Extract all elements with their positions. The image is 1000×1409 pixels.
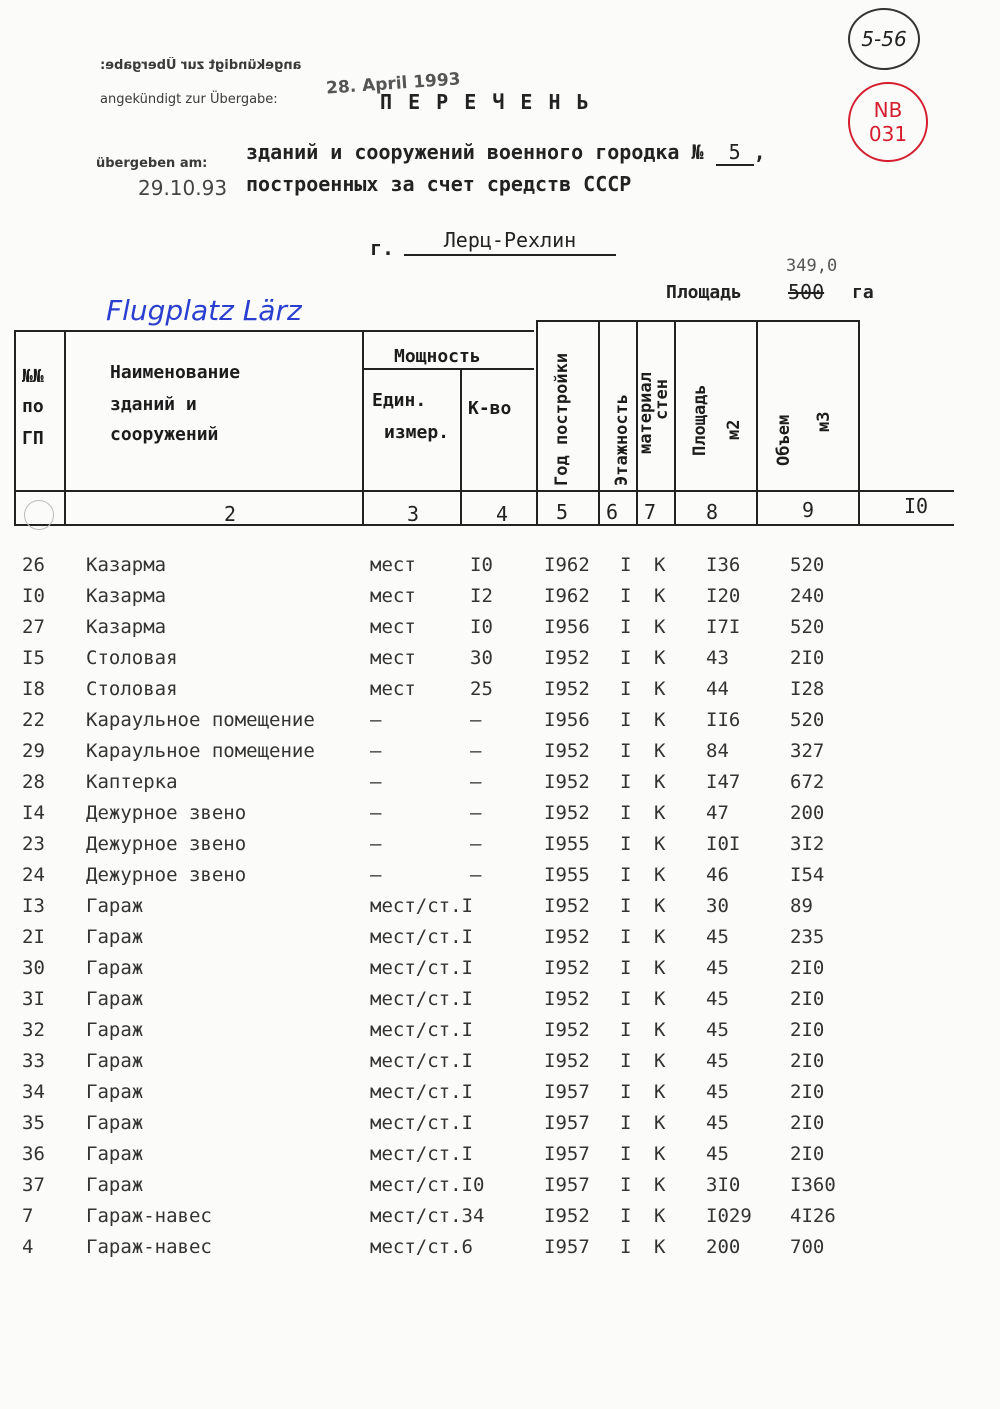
header-volume-1: Объем — [774, 414, 794, 466]
cell-year: I962 — [544, 554, 590, 576]
cell-year: I962 — [544, 585, 590, 607]
cell-year: I957 — [544, 1081, 590, 1103]
cell-vol: I360 — [790, 1174, 836, 1196]
col-line-9 — [858, 320, 860, 526]
cell-floors: I — [620, 554, 632, 576]
cell-name: Гараж — [86, 895, 144, 917]
cell-name: Гараж — [86, 1019, 144, 1041]
cell-vol: 2I0 — [790, 647, 825, 669]
cell-vol: 200 — [790, 802, 825, 824]
cell-vol: 672 — [790, 771, 825, 793]
cell-area: 84 — [706, 740, 729, 762]
cell-floors: I — [620, 1205, 632, 1227]
cell-mat: К — [654, 1236, 666, 1258]
cell-area: 30 — [706, 895, 729, 917]
cell-num: 7 — [22, 1205, 34, 1227]
header-name-2: зданий и — [110, 394, 197, 415]
heading-line1-prefix: зданий и сооружений военного городка № — [246, 140, 704, 164]
cell-num: 28 — [22, 771, 45, 793]
cell-num: I4 — [22, 802, 45, 824]
cell-unit: мест — [370, 678, 416, 700]
cell-mat: К — [654, 1174, 666, 1196]
cell-vol: 2I0 — [790, 1050, 825, 1072]
cell-mat: К — [654, 585, 666, 607]
table-row — [0, 1112, 1000, 1143]
cell-mat: К — [654, 771, 666, 793]
cell-area: I0I — [706, 833, 741, 855]
cell-floors: I — [620, 833, 632, 855]
cell-unit: мест — [370, 647, 416, 669]
area-corrected-value: 349,0 — [786, 256, 838, 276]
cell-year: I952 — [544, 1019, 590, 1041]
header-top-rule — [14, 330, 534, 332]
header-qty: К-во — [468, 398, 512, 419]
cell-area: 3I0 — [706, 1174, 741, 1196]
cell-year: I955 — [544, 864, 590, 886]
cell-vol: 4I26 — [790, 1205, 836, 1227]
table-row — [0, 616, 1000, 647]
table-row — [0, 740, 1000, 771]
table-row — [0, 678, 1000, 709]
header-year: Год постройки — [552, 352, 572, 486]
cell-unit: мест/ст.I — [370, 988, 473, 1010]
cell-name: Гараж — [86, 1174, 144, 1196]
cell-year: I956 — [544, 709, 590, 731]
cell-area: I47 — [706, 771, 741, 793]
cell-floors: I — [620, 709, 632, 731]
cell-area: I029 — [706, 1205, 752, 1227]
cell-num: 23 — [22, 833, 45, 855]
archive-stamp-line1: NB — [873, 98, 903, 122]
colnum-8: 8 — [706, 500, 719, 524]
city-name: Лерц-Рехлин — [404, 228, 616, 256]
cell-num: 32 — [22, 1019, 45, 1041]
cell-area: 45 — [706, 1143, 729, 1165]
cell-num: 24 — [22, 864, 45, 886]
cell-floors: I — [620, 957, 632, 979]
cell-area: 200 — [706, 1236, 741, 1258]
table-row — [0, 1019, 1000, 1050]
header-material-2: стен — [652, 379, 672, 420]
header-name-1: Наименование — [110, 362, 241, 383]
cell-mat: К — [654, 709, 666, 731]
table-row — [0, 957, 1000, 988]
cell-year: I957 — [544, 1112, 590, 1134]
cell-year: I952 — [544, 647, 590, 669]
cell-name: Гараж — [86, 1143, 144, 1165]
cell-unit: мест/ст.6 — [370, 1236, 473, 1258]
header-name-3: сооружений — [110, 424, 219, 445]
cell-qty: I2 — [470, 585, 493, 607]
area-unit: га — [852, 282, 874, 303]
cell-year: I952 — [544, 1050, 590, 1072]
col-line-5 — [598, 320, 600, 526]
cell-qty: – — [470, 864, 482, 886]
cell-name: Каптерка — [86, 771, 178, 793]
cell-area: 44 — [706, 678, 729, 700]
mirrored-stamp: angekündigt zur Übergabe: — [100, 58, 302, 73]
cell-floors: I — [620, 802, 632, 824]
area-value: 500 — [788, 280, 825, 304]
cell-name: Столовая — [86, 678, 178, 700]
cell-num: 22 — [22, 709, 45, 731]
cell-qty: – — [470, 802, 482, 824]
table-row — [0, 1236, 1000, 1267]
col-line-2 — [362, 330, 364, 526]
table-row — [0, 926, 1000, 957]
table-row — [0, 802, 1000, 833]
cell-mat: К — [654, 740, 666, 762]
cell-vol: 89 — [790, 895, 813, 917]
header-top-rule-right — [538, 320, 858, 322]
cell-num: 4 — [22, 1236, 34, 1258]
header-unit-2: измер. — [384, 422, 450, 443]
cell-floors: I — [620, 1174, 632, 1196]
table-row — [0, 1050, 1000, 1081]
cell-unit: мест — [370, 616, 416, 638]
cell-num: 27 — [22, 616, 45, 638]
announced-stamp-label: angekündigt zur Übergabe: — [100, 92, 278, 107]
colnum-5: 5 — [556, 500, 569, 524]
cell-area: 45 — [706, 957, 729, 979]
cell-num: 33 — [22, 1050, 45, 1072]
cell-name: Караульное помещение — [86, 709, 315, 731]
cell-floors: I — [620, 1112, 632, 1134]
cell-name: Дежурное звено — [86, 833, 247, 855]
cell-year: I952 — [544, 802, 590, 824]
announced-stamp-date: 28. April 1993 — [325, 69, 462, 99]
cell-qty: – — [470, 709, 482, 731]
cell-num: 34 — [22, 1081, 45, 1103]
cell-unit: – — [370, 709, 382, 731]
header-bottom-rule — [14, 524, 954, 526]
cell-floors: I — [620, 647, 632, 669]
cell-year: I952 — [544, 926, 590, 948]
cell-num: 26 — [22, 554, 45, 576]
colnum-9: 9 — [802, 498, 815, 522]
cell-vol: 3I2 — [790, 833, 825, 855]
cell-name: Гараж — [86, 1112, 144, 1134]
table-row — [0, 1081, 1000, 1112]
cell-floors: I — [620, 1143, 632, 1165]
cell-vol: 520 — [790, 616, 825, 638]
cell-name: Гараж — [86, 1050, 144, 1072]
cell-num: 29 — [22, 740, 45, 762]
cell-unit: мест/ст.I — [370, 1112, 473, 1134]
cell-mat: К — [654, 616, 666, 638]
cell-year: I952 — [544, 740, 590, 762]
cell-unit: – — [370, 864, 382, 886]
cell-unit: – — [370, 802, 382, 824]
header-area-2: м2 — [724, 419, 744, 440]
cell-mat: К — [654, 1205, 666, 1227]
cell-qty: 30 — [470, 647, 493, 669]
cell-num: 35 — [22, 1112, 45, 1134]
page-number: 5-56 — [848, 8, 920, 70]
cell-year: I952 — [544, 771, 590, 793]
cell-unit: мест/ст.I0 — [370, 1174, 485, 1196]
cell-unit: мест/ст.I — [370, 1143, 473, 1165]
colnum-2: 2 — [224, 502, 237, 526]
cell-vol: I28 — [790, 678, 825, 700]
table-row — [0, 1143, 1000, 1174]
cell-name: Казарма — [86, 554, 167, 576]
cell-area: II6 — [706, 709, 741, 731]
heading-line1 — [246, 140, 766, 166]
cell-qty: – — [470, 771, 482, 793]
cell-year: I956 — [544, 616, 590, 638]
heading-line2: построенных за счет средств СССР — [246, 172, 632, 196]
archive-stamp — [848, 82, 928, 162]
cell-area: 45 — [706, 988, 729, 1010]
col-line-0 — [14, 330, 16, 526]
cell-vol: 2I0 — [790, 1112, 825, 1134]
col-line-1 — [64, 330, 66, 526]
cell-mat: К — [654, 647, 666, 669]
cell-vol: 240 — [790, 585, 825, 607]
cell-name: Дежурное звено — [86, 802, 247, 824]
cell-qty: 25 — [470, 678, 493, 700]
handed-stamp-date: 29.10.93 — [138, 176, 228, 200]
cell-name: Столовая — [86, 647, 178, 669]
cell-floors: I — [620, 864, 632, 886]
table-row — [0, 647, 1000, 678]
cell-num: I3 — [22, 895, 45, 917]
table-row — [0, 554, 1000, 585]
cell-unit: мест/ст.34 — [370, 1205, 485, 1227]
header-volume-2: м3 — [814, 411, 834, 432]
cell-area: 43 — [706, 647, 729, 669]
cell-qty: I0 — [470, 554, 493, 576]
heading-line1-suffix: , — [753, 140, 766, 164]
cell-num: I5 — [22, 647, 45, 669]
cell-mat: К — [654, 1050, 666, 1072]
blank-circle-mark — [24, 500, 54, 530]
cell-mat: К — [654, 864, 666, 886]
handed-stamp-label: übergeben am: — [96, 156, 208, 171]
cell-floors: I — [620, 1050, 632, 1072]
cell-year: I952 — [544, 988, 590, 1010]
cell-mat: К — [654, 957, 666, 979]
area-label: Площадь — [666, 282, 742, 303]
col-line-8 — [756, 320, 758, 526]
cell-year: I957 — [544, 1143, 590, 1165]
cell-vol: 235 — [790, 926, 825, 948]
cell-name: Караульное помещение — [86, 740, 315, 762]
cell-area: 45 — [706, 1050, 729, 1072]
table-row — [0, 895, 1000, 926]
cell-name: Казарма — [86, 585, 167, 607]
cell-num: 2I — [22, 926, 45, 948]
cell-name: Дежурное звено — [86, 864, 247, 886]
cell-num: 36 — [22, 1143, 45, 1165]
cell-vol: 2I0 — [790, 1081, 825, 1103]
cell-mat: К — [654, 1112, 666, 1134]
col-line-3 — [460, 368, 462, 526]
cell-name: Гараж — [86, 957, 144, 979]
cell-vol: 2I0 — [790, 1019, 825, 1041]
cell-qty: I0 — [470, 616, 493, 638]
header-num-1: №№ — [22, 366, 44, 387]
cell-mat: К — [654, 1143, 666, 1165]
cell-unit: – — [370, 833, 382, 855]
cell-area: 45 — [706, 1019, 729, 1041]
header-area-1: Площадь — [690, 384, 710, 456]
cell-year: I955 — [544, 833, 590, 855]
cell-num: 30 — [22, 957, 45, 979]
cell-floors: I — [620, 616, 632, 638]
cell-mat: К — [654, 895, 666, 917]
table-row — [0, 1174, 1000, 1205]
cell-year: I957 — [544, 1174, 590, 1196]
cell-area: 45 — [706, 1112, 729, 1134]
cell-unit: мест/ст.I — [370, 1050, 473, 1072]
cell-floors: I — [620, 771, 632, 793]
cell-area: 47 — [706, 802, 729, 824]
cell-floors: I — [620, 585, 632, 607]
cell-area: 46 — [706, 864, 729, 886]
cell-mat: К — [654, 678, 666, 700]
cell-floors: I — [620, 895, 632, 917]
cell-floors: I — [620, 1081, 632, 1103]
cell-year: I957 — [544, 1236, 590, 1258]
header-floors: Этажность — [612, 393, 632, 486]
cell-floors: I — [620, 988, 632, 1010]
cell-mat: К — [654, 926, 666, 948]
cell-mat: К — [654, 802, 666, 824]
cell-unit: – — [370, 740, 382, 762]
cell-qty: – — [470, 740, 482, 762]
cell-mat: К — [654, 554, 666, 576]
header-material-1: материал — [636, 372, 656, 454]
header-num-2: по — [22, 396, 44, 417]
cell-vol: I54 — [790, 864, 825, 886]
cell-area: 45 — [706, 1081, 729, 1103]
colnum-6: 6 — [606, 500, 619, 524]
table-row — [0, 585, 1000, 616]
cell-vol: 2I0 — [790, 957, 825, 979]
cell-mat: К — [654, 988, 666, 1010]
colnum-3: 3 — [407, 502, 420, 526]
header-mid-rule — [14, 490, 954, 492]
cell-unit: мест/ст.I — [370, 895, 473, 917]
cell-name: Гараж — [86, 1081, 144, 1103]
cell-num: I0 — [22, 585, 45, 607]
handwritten-place: Flugplatz Lärz — [106, 294, 302, 327]
cell-floors: I — [620, 1236, 632, 1258]
cell-vol: 2I0 — [790, 1143, 825, 1165]
cell-name: Гараж-навес — [86, 1205, 212, 1227]
table-row — [0, 864, 1000, 895]
colnum-7: 7 — [644, 500, 657, 524]
cell-num: I8 — [22, 678, 45, 700]
col-line-7 — [674, 320, 676, 526]
col-line-4 — [536, 320, 538, 526]
cell-unit: мест — [370, 554, 416, 576]
archive-stamp-line2: 031 — [868, 122, 908, 146]
cell-unit: мест/ст.I — [370, 926, 473, 948]
cell-area: I36 — [706, 554, 741, 576]
cell-name: Казарма — [86, 616, 167, 638]
table-row — [0, 709, 1000, 740]
table-row — [0, 1205, 1000, 1236]
cell-year: I952 — [544, 1205, 590, 1227]
cell-floors: I — [620, 926, 632, 948]
cell-vol: 520 — [790, 709, 825, 731]
cell-mat: К — [654, 833, 666, 855]
cell-num: 3I — [22, 988, 45, 1010]
cell-vol: 700 — [790, 1236, 825, 1258]
cell-mat: К — [654, 1019, 666, 1041]
cell-year: I952 — [544, 957, 590, 979]
table-row — [0, 988, 1000, 1019]
cell-unit: мест/ст.I — [370, 1081, 473, 1103]
cell-name: Гараж-навес — [86, 1236, 212, 1258]
cell-year: I952 — [544, 678, 590, 700]
cell-area: I20 — [706, 585, 741, 607]
header-capacity: Мощность — [394, 346, 481, 367]
garrison-number: 5 — [716, 140, 754, 166]
cell-qty: – — [470, 833, 482, 855]
cell-mat: К — [654, 1081, 666, 1103]
cell-year: I952 — [544, 895, 590, 917]
cell-unit: – — [370, 771, 382, 793]
cell-name: Гараж — [86, 926, 144, 948]
city-prefix: г. — [370, 236, 395, 260]
cell-floors: I — [620, 678, 632, 700]
cell-vol: 327 — [790, 740, 825, 762]
document-title: П Е Р Е Ч Е Н Ь — [380, 90, 591, 114]
cell-vol: 520 — [790, 554, 825, 576]
cell-unit: мест/ст.I — [370, 957, 473, 979]
cell-area: 45 — [706, 926, 729, 948]
cell-name: Гараж — [86, 988, 144, 1010]
cell-floors: I — [620, 740, 632, 762]
table-row — [0, 771, 1000, 802]
cell-vol: 2I0 — [790, 988, 825, 1010]
cell-unit: мест — [370, 585, 416, 607]
cell-unit: мест/ст.I — [370, 1019, 473, 1041]
colnum-4: 4 — [496, 502, 509, 526]
header-num-3: ГП — [22, 428, 44, 449]
table-row — [0, 833, 1000, 864]
header-unit-1: Един. — [372, 390, 427, 411]
cell-num: 37 — [22, 1174, 45, 1196]
cell-floors: I — [620, 1019, 632, 1041]
cell-area: I7I — [706, 616, 741, 638]
colnum-10: I0 — [904, 494, 929, 518]
